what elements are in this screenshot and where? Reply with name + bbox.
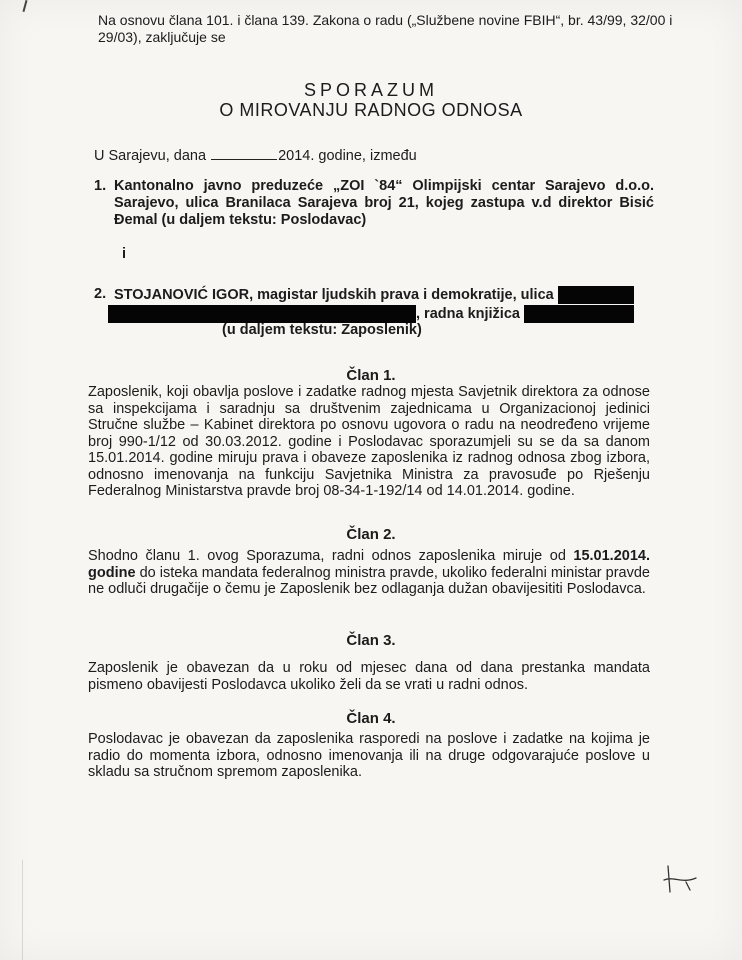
redaction-box [524, 305, 634, 323]
party-2-role: (u daljem tekstu: Zaposlenik) [222, 322, 422, 338]
article-3-title: Član 3. [346, 632, 396, 649]
party-1 [94, 178, 654, 229]
pen-mark [22, 0, 27, 12]
redaction-box [558, 286, 634, 304]
conjunction: i [122, 246, 127, 262]
intro-paragraph: Na osnovu člana 101. i člana 139. Zakona o radu („Službene novine FBIH“, br. 43/99, 32/00 i 29/03), zaključuje se [98, 12, 673, 45]
article-4-title: Član 4. [346, 710, 396, 727]
article-1-title: Član 1. [346, 367, 396, 384]
article-3-body: Zaposlenik je obavezan da u roku od mjesec dana od dana prestanka mandata pismeno obavijesti Poslodavca ukoliko želi da se vrati u radni odnos. [88, 660, 650, 693]
date-suffix: 2014. godine, između [278, 148, 417, 164]
party-2-book: , radna knjižica [416, 305, 520, 322]
document-title: SPORAZUM [303, 80, 438, 100]
article-2-body: Shodno članu 1. ovog Sporazuma, radni odnos zaposlenika miruje od 15.01.2014. godine do isteka mandata federalnog ministra pravde, ukoliko federalni ministar pravde ne odluči drugačije o čemu je Zaposlenik bez odlaganja dužan obavijesititi Poslodavca. [88, 548, 650, 597]
party-2 [94, 286, 664, 339]
scan-edge [22, 860, 23, 960]
party-1-text: Kantonalno javno preduzeće „ZOI `84“ Olimpijski centar Sarajevo d.o.o. Sarajevo, ulica Branilaca Sarajeva broj 21, kojeg zastupa v.d direktor Bisić Đemal (u daljem tekstu: Poslodavac) [114, 178, 654, 228]
date-prefix: U Sarajevu, dana [94, 148, 207, 164]
article-1-body: Zaposlenik, koji obavlja poslove i zadatke radnog mjesta Savjetnik direktora za odnose sa inspekcijama i saradnju sa društvenim zajednicama u Organizacionoj jedinici Stručne službe – Kabinet direktora po osnovu ugovora o radu na neodređeno vrijeme broj 990-1/12 od 30.03.2012. godine i Poslodavac sporazumjeli su se da sa danom 15.01.2014. godine miruju prava i obaveze zaposlenika iz radnog odnosa zbog izbora, odnosno imenovanja na funkciju Savjetnika Ministra za pravosuđe po Rješenju Federalnog Ministarstva pravde broj 08-34-1-192/14 od 14.01.2014. godine. [88, 384, 650, 499]
party-2-number: 2. [94, 286, 107, 302]
party-1-number: 1. [94, 178, 107, 194]
article-2-title: Član 2. [346, 526, 396, 543]
date-blank [211, 147, 277, 160]
party-2-name: STOJANOVIĆ IGOR, magistar ljudskih prava i demokratije, ulica [114, 286, 554, 303]
date-line [94, 147, 417, 164]
signature-mark [660, 858, 700, 898]
document-subtitle: O MIROVANJU RADNOG ODNOSA [219, 100, 523, 120]
redaction-box [108, 305, 416, 323]
article-4-body: Poslodavac je obavezan da zaposlenika rasporedi na poslove i zadatke na kojima je radio do momenta izbora, odnosno imenovanja ili na druge odgovarajuće poslove u skladu sa stručnom spremom zaposlenika. [88, 731, 650, 780]
